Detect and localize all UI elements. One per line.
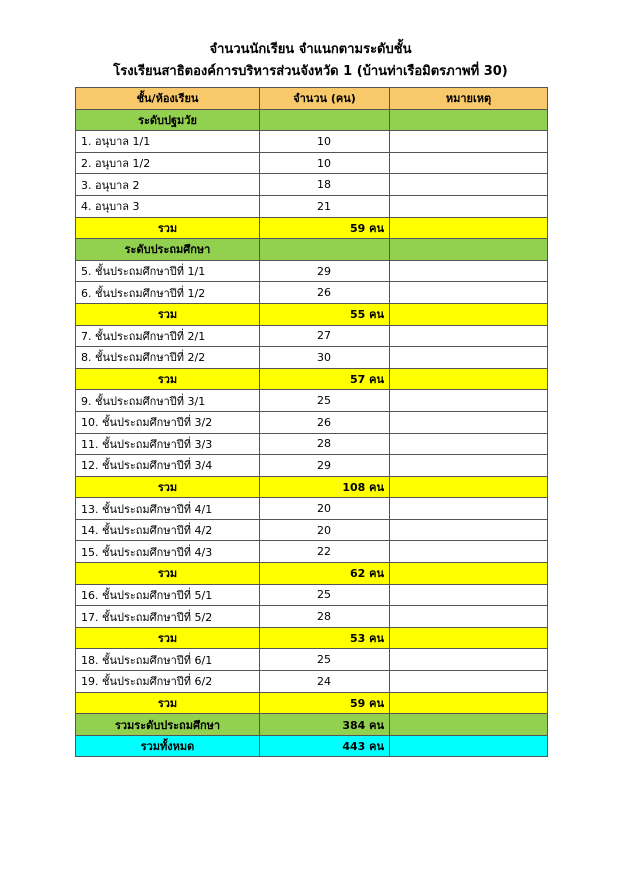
count-cell: 108 คน <box>260 476 390 498</box>
class-cell: 12. ชั้นประถมศึกษาปีที่ 3/4 <box>76 455 260 477</box>
table-row <box>76 411 548 433</box>
remark-cell <box>390 519 548 541</box>
count-cell: 443 คน <box>260 735 390 757</box>
table-row <box>76 498 548 520</box>
count-cell: 25 <box>260 584 390 606</box>
grandtotal-row <box>76 735 548 757</box>
table-row <box>76 195 548 217</box>
count-cell: 28 <box>260 606 390 628</box>
count-cell: 55 คน <box>260 303 390 325</box>
class-cell: รวม <box>76 692 260 714</box>
count-cell: 53 คน <box>260 627 390 649</box>
section-row <box>76 109 548 131</box>
remark-cell <box>390 735 548 757</box>
count-cell <box>260 239 390 261</box>
class-cell: 16. ชั้นประถมศึกษาปีที่ 5/1 <box>76 584 260 606</box>
count-cell: 62 คน <box>260 563 390 585</box>
count-cell: 25 <box>260 390 390 412</box>
class-cell: 19. ชั้นประถมศึกษาปีที่ 6/2 <box>76 671 260 693</box>
subtotal-row <box>76 217 548 239</box>
subtotal-row <box>76 692 548 714</box>
section-row <box>76 239 548 261</box>
table-row <box>76 433 548 455</box>
table-row <box>76 347 548 369</box>
class-cell: 17. ชั้นประถมศึกษาปีที่ 5/2 <box>76 606 260 628</box>
remark-cell <box>390 390 548 412</box>
remark-cell <box>390 109 548 131</box>
count-cell: 24 <box>260 671 390 693</box>
count-cell: 22 <box>260 541 390 563</box>
class-cell: รวม <box>76 563 260 585</box>
document-title: จำนวนนักเรียน จำแนกตามระดับชั้น <box>209 42 412 57</box>
remark-cell <box>390 131 548 153</box>
header-class: ชั้น/ห้องเรียน <box>76 88 260 110</box>
class-cell: รวม <box>76 368 260 390</box>
table-row <box>76 260 548 282</box>
class-cell: 5. ชั้นประถมศึกษาปีที่ 1/1 <box>76 260 260 282</box>
table-row <box>76 606 548 628</box>
class-cell: รวมทั้งหมด <box>76 735 260 757</box>
count-cell: 10 <box>260 152 390 174</box>
remark-cell <box>390 282 548 304</box>
header-remark: หมายเหตุ <box>390 88 548 110</box>
class-cell: 13. ชั้นประถมศึกษาปีที่ 4/1 <box>76 498 260 520</box>
remark-cell <box>390 649 548 671</box>
remark-cell <box>390 714 548 736</box>
class-cell: 1. อนุบาล 1/1 <box>76 131 260 153</box>
count-cell: 20 <box>260 519 390 541</box>
remark-cell <box>390 368 548 390</box>
class-cell: 11. ชั้นประถมศึกษาปีที่ 3/3 <box>76 433 260 455</box>
class-cell: 10. ชั้นประถมศึกษาปีที่ 3/2 <box>76 411 260 433</box>
header-count: จำนวน (คน) <box>260 88 390 110</box>
table-row <box>76 325 548 347</box>
table-row <box>76 584 548 606</box>
class-cell: 6. ชั้นประถมศึกษาปีที่ 1/2 <box>76 282 260 304</box>
subtotal-row <box>76 627 548 649</box>
remark-cell <box>390 476 548 498</box>
class-cell: 2. อนุบาล 1/2 <box>76 152 260 174</box>
table-header-row <box>76 88 548 110</box>
count-cell: 26 <box>260 282 390 304</box>
table-row <box>76 455 548 477</box>
remark-cell <box>390 671 548 693</box>
count-cell: 29 <box>260 455 390 477</box>
count-cell: 30 <box>260 347 390 369</box>
subtotal-row <box>76 476 548 498</box>
remark-cell <box>390 563 548 585</box>
class-cell: รวม <box>76 217 260 239</box>
count-cell: 29 <box>260 260 390 282</box>
remark-cell <box>390 217 548 239</box>
count-cell: 21 <box>260 195 390 217</box>
subtotal-row <box>76 368 548 390</box>
class-cell: 14. ชั้นประถมศึกษาปีที่ 4/2 <box>76 519 260 541</box>
remark-cell <box>390 692 548 714</box>
remark-cell <box>390 455 548 477</box>
school-name: โรงเรียนสาธิตองค์การบริหารส่วนจังหวัด 1 (บ้านท่าเรือมิตรภาพที่ 30) <box>113 64 508 79</box>
class-cell: 4. อนุบาล 3 <box>76 195 260 217</box>
class-cell: ระดับปฐมวัย <box>76 109 260 131</box>
remark-cell <box>390 347 548 369</box>
remark-cell <box>390 627 548 649</box>
count-cell: 18 <box>260 174 390 196</box>
count-cell: 59 คน <box>260 692 390 714</box>
remark-cell <box>390 584 548 606</box>
class-cell: 18. ชั้นประถมศึกษาปีที่ 6/1 <box>76 649 260 671</box>
subtotal-row <box>76 563 548 585</box>
class-cell: รวม <box>76 303 260 325</box>
remark-cell <box>390 152 548 174</box>
class-cell: ระดับประถมศึกษา <box>76 239 260 261</box>
class-cell: 9. ชั้นประถมศึกษาปีที่ 3/1 <box>76 390 260 412</box>
class-cell: 15. ชั้นประถมศึกษาปีที่ 4/3 <box>76 541 260 563</box>
class-cell: รวม <box>76 627 260 649</box>
count-cell: 59 คน <box>260 217 390 239</box>
table-row <box>76 671 548 693</box>
remark-cell <box>390 541 548 563</box>
table-row <box>76 390 548 412</box>
count-cell: 26 <box>260 411 390 433</box>
student-count-table <box>75 87 548 757</box>
remark-cell <box>390 260 548 282</box>
count-cell: 27 <box>260 325 390 347</box>
count-cell: 57 คน <box>260 368 390 390</box>
remark-cell <box>390 498 548 520</box>
count-cell: 20 <box>260 498 390 520</box>
subtotal-row <box>76 303 548 325</box>
table-row <box>76 282 548 304</box>
table-row <box>76 541 548 563</box>
table-row <box>76 649 548 671</box>
remark-cell <box>390 174 548 196</box>
class-cell: 3. อนุบาล 2 <box>76 174 260 196</box>
table-row <box>76 519 548 541</box>
leveltotal-row <box>76 714 548 736</box>
count-cell: 25 <box>260 649 390 671</box>
remark-cell <box>390 433 548 455</box>
table-row <box>76 131 548 153</box>
remark-cell <box>390 325 548 347</box>
count-cell: 10 <box>260 131 390 153</box>
remark-cell <box>390 195 548 217</box>
remark-cell <box>390 239 548 261</box>
remark-cell <box>390 303 548 325</box>
table-row <box>76 152 548 174</box>
class-cell: รวม <box>76 476 260 498</box>
count-cell <box>260 109 390 131</box>
table-row <box>76 174 548 196</box>
count-cell: 384 คน <box>260 714 390 736</box>
class-cell: 8. ชั้นประถมศึกษาปีที่ 2/2 <box>76 347 260 369</box>
count-cell: 28 <box>260 433 390 455</box>
remark-cell <box>390 606 548 628</box>
remark-cell <box>390 411 548 433</box>
class-cell: รวมระดับประถมศึกษา <box>76 714 260 736</box>
class-cell: 7. ชั้นประถมศึกษาปีที่ 2/1 <box>76 325 260 347</box>
